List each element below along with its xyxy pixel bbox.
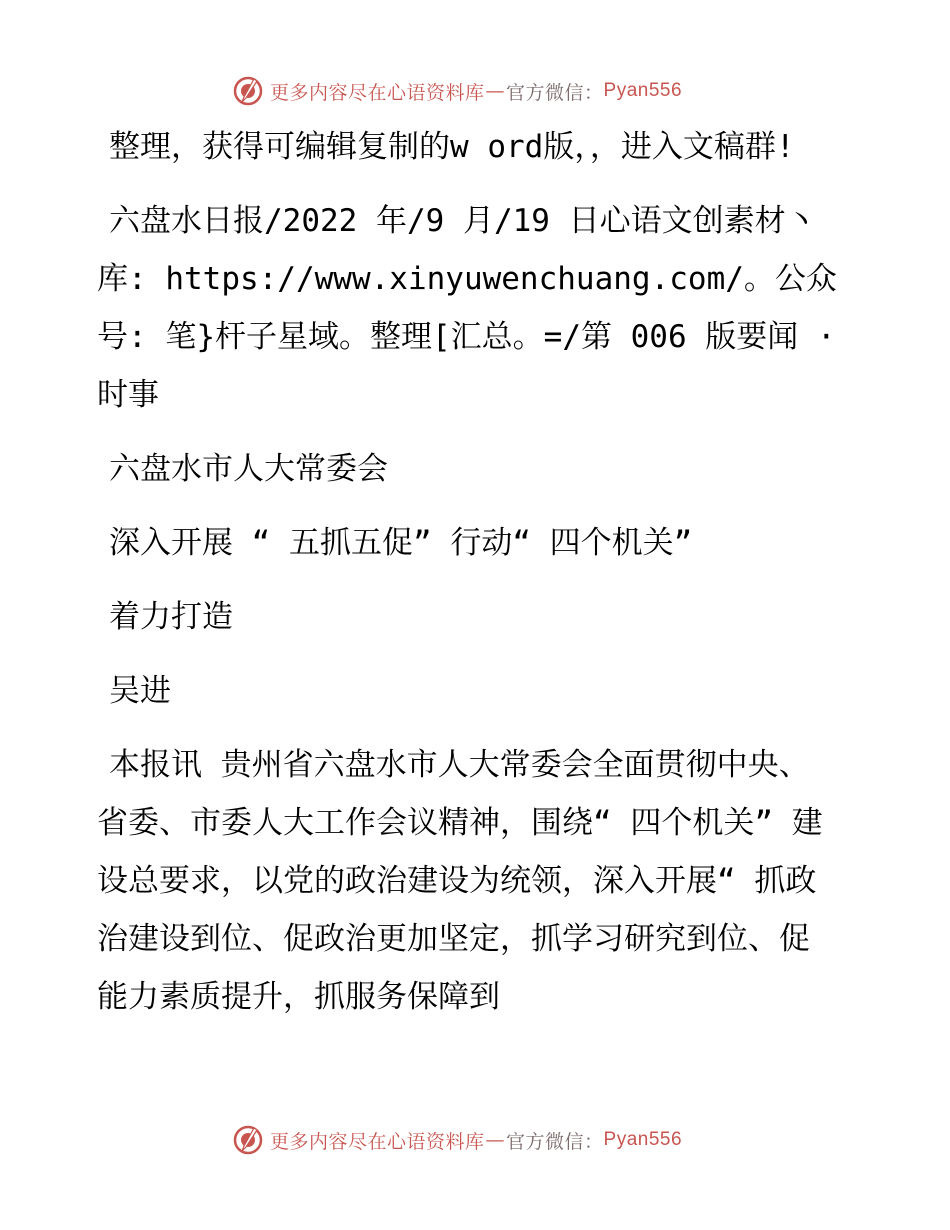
watermark-account: Pyan556 xyxy=(603,1129,683,1150)
watermark-dash: — xyxy=(485,1129,506,1151)
watermark-footer xyxy=(232,1120,682,1160)
watermark-main-text: 更多内容尽在心语资料库 xyxy=(270,1130,485,1153)
article-author: 吴进 xyxy=(109,673,171,709)
watermark-account: Pyan556 xyxy=(603,80,683,101)
watermark-main-text: 更多内容尽在心语资料库 xyxy=(270,81,485,104)
document-body xyxy=(97,118,855,1042)
watermark-wechat-label: 官方微信： xyxy=(506,1130,604,1153)
paragraph-source: 六盘水日报/2022 年/9 月/19 日心语文创素材丶库: https://www.xinyuwenchuang.com/。公众号: 笔}杆子星域。整理[汇总。=/第 006 版要闻 · 时事 xyxy=(97,203,855,413)
article-headline: 深入开展 “ 五抓五促” 行动“ 四个机关” xyxy=(109,525,693,561)
watermark-wechat-label: 官方微信： xyxy=(506,81,604,104)
article-organization: 六盘水市人大常委会 xyxy=(109,451,388,487)
watermark-dash: — xyxy=(485,80,506,102)
article-subheadline: 着力打造 xyxy=(109,599,233,635)
article-body-paragraph: 本报讯 贵州省六盘水市人大常委会全面贯彻中央、省委、市委人大工作会议精神，围绕“ 四个机关” 建设总要求，以党的政治建设为统领，深入开展“ 抓政治建设到位、促政治更加坚定，抓学习研究到位、促能力素质提升，抓服务保障到 xyxy=(97,747,823,1015)
paragraph-intro: 整理，获得可编辑复制的w ord版，，进入文稿群! xyxy=(109,129,795,165)
brush-logo-icon xyxy=(232,1124,264,1156)
watermark-header xyxy=(232,71,682,111)
brush-logo-icon xyxy=(232,75,264,107)
